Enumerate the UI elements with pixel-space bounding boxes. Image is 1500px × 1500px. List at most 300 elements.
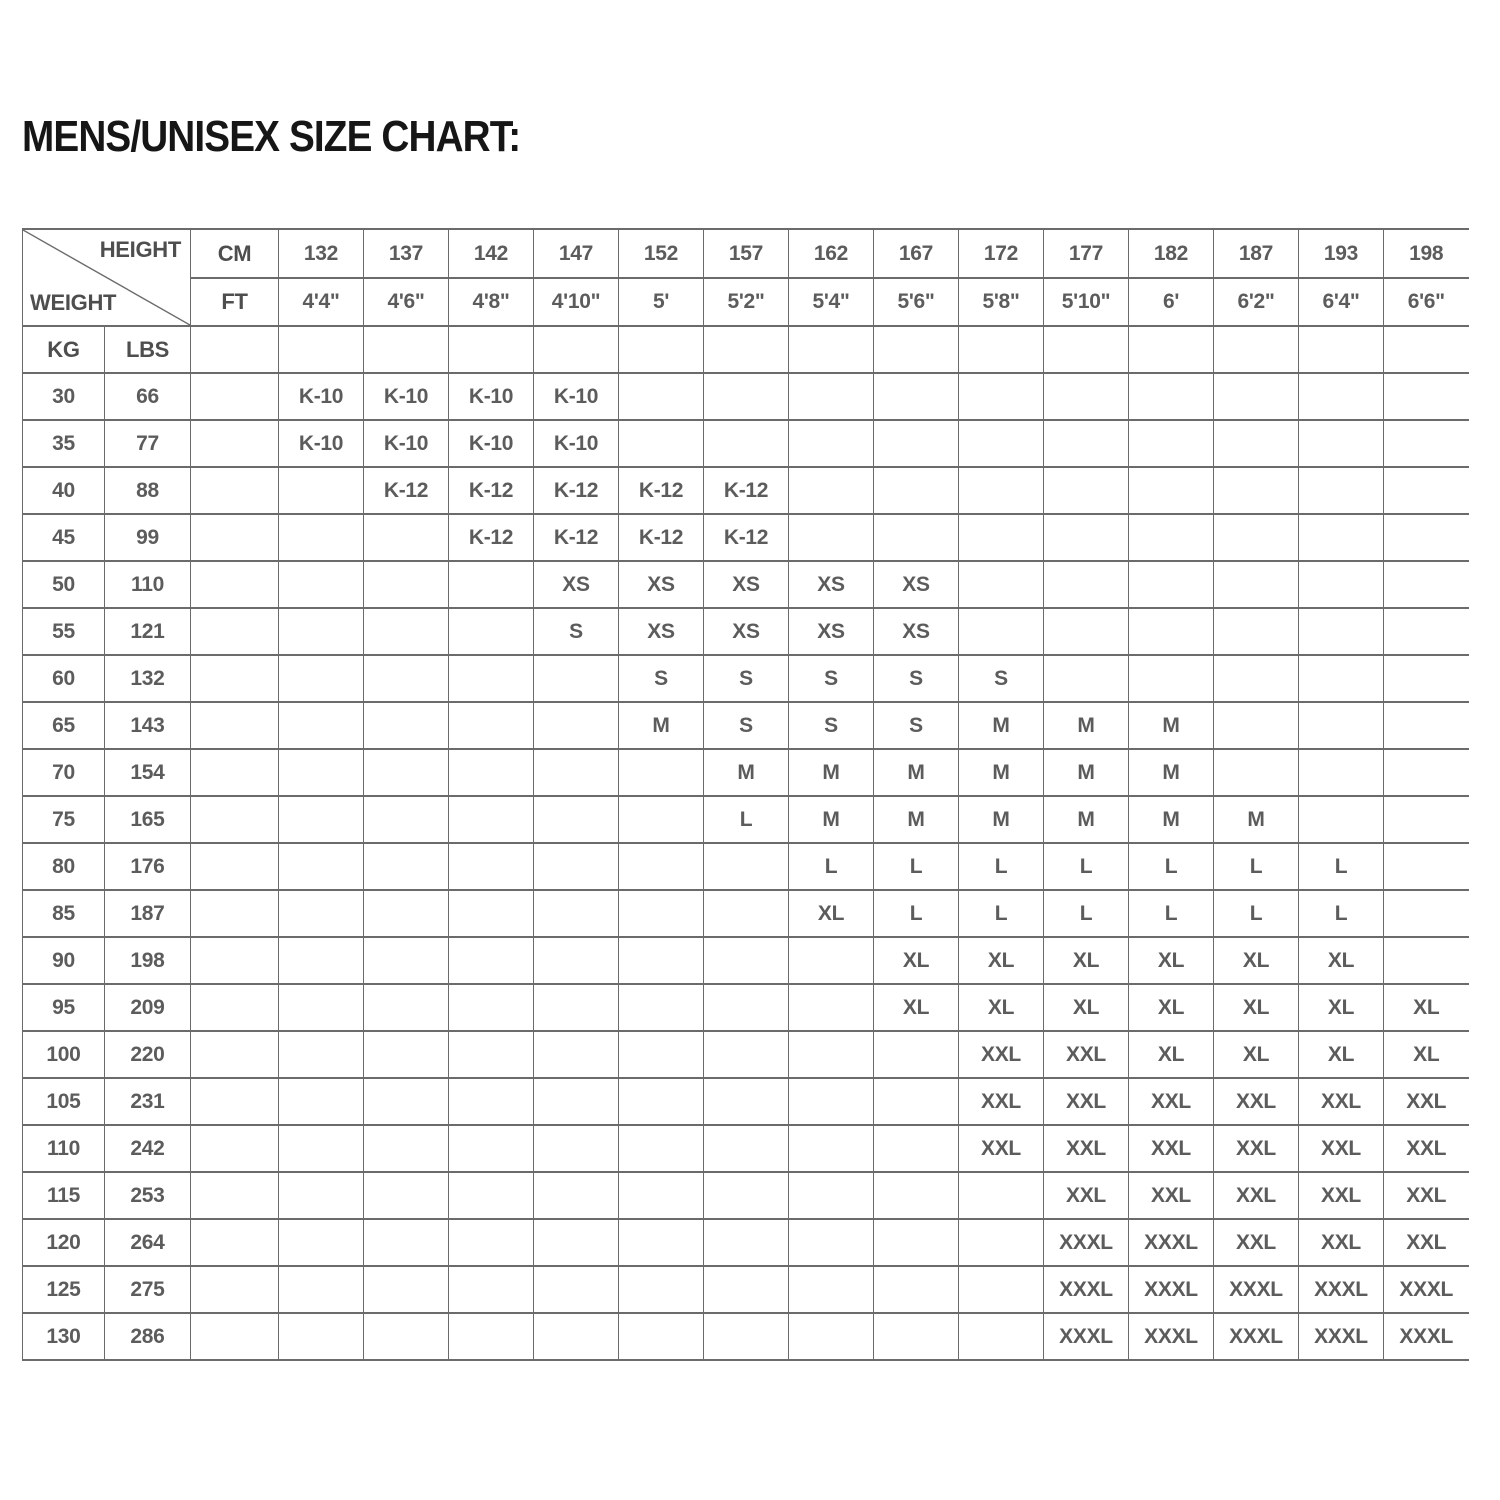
size-cell: K-10	[279, 373, 364, 420]
empty-cell	[191, 843, 279, 890]
size-cell	[789, 937, 874, 984]
weight-unit-lbs-label: LBS	[105, 326, 191, 373]
header-row-weight-units	[23, 326, 1469, 373]
size-cell	[1214, 420, 1299, 467]
size-cell	[1214, 749, 1299, 796]
size-cell: K-10	[364, 373, 449, 420]
size-cell	[1384, 561, 1469, 608]
size-cell: XXXL	[1214, 1313, 1299, 1360]
weight-lbs-value: 99	[105, 514, 191, 561]
size-cell	[279, 937, 364, 984]
weight-lbs-value: 264	[105, 1219, 191, 1266]
weight-kg-value: 120	[23, 1219, 105, 1266]
size-cell: L	[1044, 890, 1129, 937]
weight-kg-value: 90	[23, 937, 105, 984]
size-cell: XL	[1044, 937, 1129, 984]
size-cell	[619, 1313, 704, 1360]
size-chart-row	[23, 749, 1469, 796]
size-cell: XXXL	[1044, 1219, 1129, 1266]
size-cell: XL	[959, 984, 1044, 1031]
size-cell	[279, 655, 364, 702]
size-cell	[279, 1219, 364, 1266]
size-cell	[704, 1172, 789, 1219]
size-cell	[1299, 420, 1384, 467]
weight-kg-value: 105	[23, 1078, 105, 1125]
size-cell	[1129, 467, 1214, 514]
size-chart-row	[23, 796, 1469, 843]
size-cell	[874, 1219, 959, 1266]
size-cell	[1384, 796, 1469, 843]
size-cell: XS	[874, 561, 959, 608]
size-cell	[279, 984, 364, 1031]
size-cell: K-10	[364, 420, 449, 467]
size-cell: K-12	[364, 467, 449, 514]
weight-kg-value: 95	[23, 984, 105, 1031]
size-cell	[279, 467, 364, 514]
size-cell	[364, 1125, 449, 1172]
corner-height-label: HEIGHT	[99, 237, 181, 262]
size-cell	[619, 1172, 704, 1219]
size-cell: M	[1129, 796, 1214, 843]
size-cell: XL	[1129, 984, 1214, 1031]
empty-cell	[191, 1125, 279, 1172]
size-cell	[449, 702, 534, 749]
size-cell	[704, 984, 789, 1031]
empty-cell	[1299, 326, 1384, 373]
empty-cell	[449, 326, 534, 373]
size-cell: K-10	[449, 420, 534, 467]
weight-kg-value: 110	[23, 1125, 105, 1172]
size-cell	[959, 467, 1044, 514]
size-cell	[449, 1172, 534, 1219]
size-cell: XXL	[1044, 1078, 1129, 1125]
size-cell	[534, 1125, 619, 1172]
size-cell: L	[874, 890, 959, 937]
empty-cell	[191, 655, 279, 702]
size-cell	[959, 373, 1044, 420]
empty-cell	[191, 749, 279, 796]
size-cell: L	[1129, 890, 1214, 937]
size-cell: K-10	[534, 373, 619, 420]
size-cell	[449, 796, 534, 843]
weight-kg-value: 40	[23, 467, 105, 514]
empty-cell	[191, 937, 279, 984]
size-cell	[1299, 373, 1384, 420]
height-ft-value: 6'	[1129, 278, 1214, 326]
size-cell	[1214, 467, 1299, 514]
height-cm-value: 132	[279, 229, 364, 278]
height-unit-cm-label: CM	[191, 229, 279, 278]
size-cell: XXL	[1129, 1125, 1214, 1172]
size-cell: M	[1214, 796, 1299, 843]
size-cell	[534, 796, 619, 843]
size-cell: XXL	[959, 1125, 1044, 1172]
size-cell: M	[1044, 702, 1129, 749]
weight-kg-value: 75	[23, 796, 105, 843]
weight-kg-value: 50	[23, 561, 105, 608]
size-chart-row	[23, 1125, 1469, 1172]
size-cell	[1299, 655, 1384, 702]
size-cell: S	[704, 655, 789, 702]
size-cell: XXL	[1299, 1219, 1384, 1266]
size-cell	[1299, 608, 1384, 655]
height-cm-value: 182	[1129, 229, 1214, 278]
size-cell: XL	[1129, 1031, 1214, 1078]
size-cell: XXL	[1214, 1125, 1299, 1172]
size-cell	[1384, 843, 1469, 890]
weight-kg-value: 70	[23, 749, 105, 796]
height-ft-value: 5'	[619, 278, 704, 326]
size-cell: XL	[1214, 937, 1299, 984]
size-cell: XS	[704, 561, 789, 608]
size-cell: XS	[874, 608, 959, 655]
size-cell	[449, 1219, 534, 1266]
size-cell: XXXL	[1384, 1313, 1469, 1360]
weight-kg-value: 80	[23, 843, 105, 890]
size-cell: K-10	[534, 420, 619, 467]
size-cell	[1299, 514, 1384, 561]
size-chart-row	[23, 1266, 1469, 1313]
empty-cell	[191, 373, 279, 420]
size-cell	[1044, 467, 1129, 514]
size-cell: M	[789, 796, 874, 843]
size-cell: K-12	[534, 467, 619, 514]
size-cell	[1299, 467, 1384, 514]
size-cell	[1384, 373, 1469, 420]
height-cm-value: 172	[959, 229, 1044, 278]
size-cell	[364, 608, 449, 655]
size-cell	[364, 514, 449, 561]
size-cell: XL	[1299, 937, 1384, 984]
size-cell	[1384, 655, 1469, 702]
size-cell: XL	[874, 937, 959, 984]
size-cell	[619, 1266, 704, 1313]
size-cell	[364, 1219, 449, 1266]
height-cm-value: 147	[534, 229, 619, 278]
size-cell	[619, 1219, 704, 1266]
size-cell	[789, 373, 874, 420]
empty-cell	[1214, 326, 1299, 373]
size-cell: XL	[789, 890, 874, 937]
empty-cell	[534, 326, 619, 373]
size-cell	[874, 373, 959, 420]
size-cell: K-12	[449, 467, 534, 514]
size-cell	[534, 1313, 619, 1360]
size-cell: L	[1129, 843, 1214, 890]
size-cell: S	[619, 655, 704, 702]
size-cell	[364, 655, 449, 702]
size-cell: XXL	[1384, 1172, 1469, 1219]
size-cell: XS	[789, 561, 874, 608]
weight-kg-value: 60	[23, 655, 105, 702]
size-cell	[449, 843, 534, 890]
weight-lbs-value: 88	[105, 467, 191, 514]
size-cell	[364, 1172, 449, 1219]
size-cell	[364, 561, 449, 608]
header-row-ft	[23, 278, 1469, 326]
size-cell	[704, 420, 789, 467]
size-cell: XXL	[1044, 1172, 1129, 1219]
empty-cell	[704, 326, 789, 373]
size-cell	[364, 1078, 449, 1125]
size-cell: XXL	[1044, 1125, 1129, 1172]
size-cell: K-10	[449, 373, 534, 420]
size-cell	[1129, 561, 1214, 608]
size-cell: XXXL	[1129, 1219, 1214, 1266]
size-cell: XXXL	[1299, 1266, 1384, 1313]
size-cell: K-12	[704, 514, 789, 561]
size-cell	[1044, 420, 1129, 467]
empty-cell	[191, 890, 279, 937]
size-cell	[619, 1125, 704, 1172]
size-cell	[364, 1031, 449, 1078]
header-row-cm	[23, 229, 1469, 278]
size-cell: XL	[874, 984, 959, 1031]
size-chart-row	[23, 608, 1469, 655]
size-cell: L	[1044, 843, 1129, 890]
size-cell: M	[959, 702, 1044, 749]
size-cell: K-10	[279, 420, 364, 467]
height-cm-value: 142	[449, 229, 534, 278]
size-cell	[789, 514, 874, 561]
corner-weight-label: WEIGHT	[30, 290, 117, 315]
size-cell: K-12	[704, 467, 789, 514]
size-cell	[1299, 702, 1384, 749]
size-cell: M	[1044, 796, 1129, 843]
empty-cell	[191, 1266, 279, 1313]
size-cell	[789, 1078, 874, 1125]
weight-lbs-value: 165	[105, 796, 191, 843]
size-cell	[959, 1219, 1044, 1266]
size-cell	[279, 561, 364, 608]
size-cell: XL	[959, 937, 1044, 984]
size-cell: XXL	[1044, 1031, 1129, 1078]
size-cell: M	[874, 796, 959, 843]
height-cm-value: 137	[364, 229, 449, 278]
size-cell	[449, 1125, 534, 1172]
size-cell	[364, 1266, 449, 1313]
size-cell	[704, 1031, 789, 1078]
height-ft-value: 4'10"	[534, 278, 619, 326]
size-cell: XXXL	[1044, 1266, 1129, 1313]
size-cell	[1384, 514, 1469, 561]
height-ft-value: 6'6"	[1384, 278, 1469, 326]
size-cell: XL	[1384, 1031, 1469, 1078]
size-cell: XXXL	[1129, 1313, 1214, 1360]
size-cell	[449, 1078, 534, 1125]
height-cm-value: 198	[1384, 229, 1469, 278]
weight-lbs-value: 231	[105, 1078, 191, 1125]
size-cell	[449, 1031, 534, 1078]
corner-cell	[23, 229, 191, 326]
size-cell	[449, 890, 534, 937]
size-cell	[534, 655, 619, 702]
empty-cell	[279, 326, 364, 373]
height-ft-value: 4'4"	[279, 278, 364, 326]
height-cm-value: 187	[1214, 229, 1299, 278]
size-cell: M	[1129, 749, 1214, 796]
size-cell: XXL	[1214, 1078, 1299, 1125]
size-cell	[534, 1172, 619, 1219]
weight-lbs-value: 154	[105, 749, 191, 796]
size-cell: L	[1214, 890, 1299, 937]
size-cell	[704, 843, 789, 890]
size-cell	[1384, 608, 1469, 655]
size-cell: XXXL	[1044, 1313, 1129, 1360]
size-cell	[619, 373, 704, 420]
size-cell	[619, 420, 704, 467]
size-cell	[534, 749, 619, 796]
size-cell	[874, 1172, 959, 1219]
height-ft-value: 6'4"	[1299, 278, 1384, 326]
size-cell: K-12	[449, 514, 534, 561]
size-cell	[279, 890, 364, 937]
size-cell	[279, 796, 364, 843]
size-cell	[704, 1219, 789, 1266]
empty-cell	[191, 1078, 279, 1125]
size-cell	[1214, 514, 1299, 561]
size-chart-row	[23, 420, 1469, 467]
weight-kg-value: 85	[23, 890, 105, 937]
weight-kg-value: 65	[23, 702, 105, 749]
weight-kg-value: 125	[23, 1266, 105, 1313]
size-cell	[534, 1078, 619, 1125]
size-cell	[1044, 561, 1129, 608]
size-cell	[279, 702, 364, 749]
size-cell	[279, 1031, 364, 1078]
weight-kg-value: 35	[23, 420, 105, 467]
size-cell	[789, 420, 874, 467]
weight-lbs-value: 121	[105, 608, 191, 655]
size-cell: XXL	[1299, 1172, 1384, 1219]
size-cell	[1129, 420, 1214, 467]
size-cell	[1384, 890, 1469, 937]
height-cm-value: 152	[619, 229, 704, 278]
size-cell: XXL	[1384, 1125, 1469, 1172]
size-cell: S	[789, 655, 874, 702]
size-cell	[279, 843, 364, 890]
empty-cell	[191, 1219, 279, 1266]
size-cell	[704, 937, 789, 984]
size-cell: L	[704, 796, 789, 843]
height-cm-value: 177	[1044, 229, 1129, 278]
weight-lbs-value: 176	[105, 843, 191, 890]
size-cell: XXL	[1214, 1172, 1299, 1219]
size-cell	[1214, 373, 1299, 420]
size-cell	[279, 1172, 364, 1219]
size-cell: XL	[1299, 1031, 1384, 1078]
size-cell: L	[1214, 843, 1299, 890]
size-cell	[874, 420, 959, 467]
size-cell	[364, 890, 449, 937]
empty-cell	[959, 326, 1044, 373]
size-cell	[874, 1031, 959, 1078]
size-cell	[1384, 702, 1469, 749]
empty-cell	[1129, 326, 1214, 373]
size-cell	[874, 514, 959, 561]
size-cell	[1214, 702, 1299, 749]
weight-lbs-value: 198	[105, 937, 191, 984]
size-cell: S	[789, 702, 874, 749]
size-cell	[1299, 561, 1384, 608]
weight-kg-value: 30	[23, 373, 105, 420]
weight-kg-value: 45	[23, 514, 105, 561]
size-cell: XL	[1384, 984, 1469, 1031]
size-chart-row	[23, 467, 1469, 514]
size-chart-row	[23, 890, 1469, 937]
weight-lbs-value: 220	[105, 1031, 191, 1078]
size-cell	[1129, 514, 1214, 561]
size-cell	[1129, 608, 1214, 655]
weight-lbs-value: 187	[105, 890, 191, 937]
size-cell	[959, 1266, 1044, 1313]
size-cell: M	[704, 749, 789, 796]
size-cell	[449, 1313, 534, 1360]
size-cell: XXXL	[1384, 1266, 1469, 1313]
height-ft-value: 5'4"	[789, 278, 874, 326]
size-cell: XL	[1129, 937, 1214, 984]
weight-kg-value: 100	[23, 1031, 105, 1078]
size-cell	[704, 1266, 789, 1313]
size-cell	[449, 655, 534, 702]
size-cell	[789, 984, 874, 1031]
size-cell: M	[959, 749, 1044, 796]
size-cell	[619, 937, 704, 984]
size-cell	[534, 890, 619, 937]
size-cell	[449, 984, 534, 1031]
height-ft-value: 5'8"	[959, 278, 1044, 326]
size-cell	[704, 890, 789, 937]
size-cell	[364, 749, 449, 796]
empty-cell	[789, 326, 874, 373]
size-cell: XXL	[1384, 1078, 1469, 1125]
empty-cell	[191, 561, 279, 608]
size-cell	[1299, 749, 1384, 796]
page-title: MENS/UNISEX SIZE CHART:	[22, 112, 521, 161]
weight-lbs-value: 66	[105, 373, 191, 420]
size-cell	[364, 796, 449, 843]
size-cell: L	[1299, 843, 1384, 890]
weight-lbs-value: 77	[105, 420, 191, 467]
empty-cell	[191, 1031, 279, 1078]
size-cell: XS	[789, 608, 874, 655]
empty-cell	[191, 984, 279, 1031]
height-ft-value: 5'10"	[1044, 278, 1129, 326]
size-cell	[959, 561, 1044, 608]
size-cell	[704, 1078, 789, 1125]
size-cell: XL	[1214, 984, 1299, 1031]
size-cell	[1214, 655, 1299, 702]
size-cell: XL	[1299, 984, 1384, 1031]
empty-cell	[191, 1313, 279, 1360]
height-ft-value: 4'6"	[364, 278, 449, 326]
weight-kg-value: 115	[23, 1172, 105, 1219]
size-cell	[704, 1313, 789, 1360]
size-cell: XL	[1214, 1031, 1299, 1078]
size-cell: XXXL	[1214, 1266, 1299, 1313]
weight-lbs-value: 110	[105, 561, 191, 608]
weight-lbs-value: 143	[105, 702, 191, 749]
size-cell	[1384, 937, 1469, 984]
height-unit-ft-label: FT	[191, 278, 279, 326]
size-chart-row	[23, 514, 1469, 561]
size-chart-row	[23, 984, 1469, 1031]
size-cell	[619, 1031, 704, 1078]
weight-kg-value: 55	[23, 608, 105, 655]
size-cell	[789, 1266, 874, 1313]
size-cell	[1044, 514, 1129, 561]
size-cell	[534, 702, 619, 749]
